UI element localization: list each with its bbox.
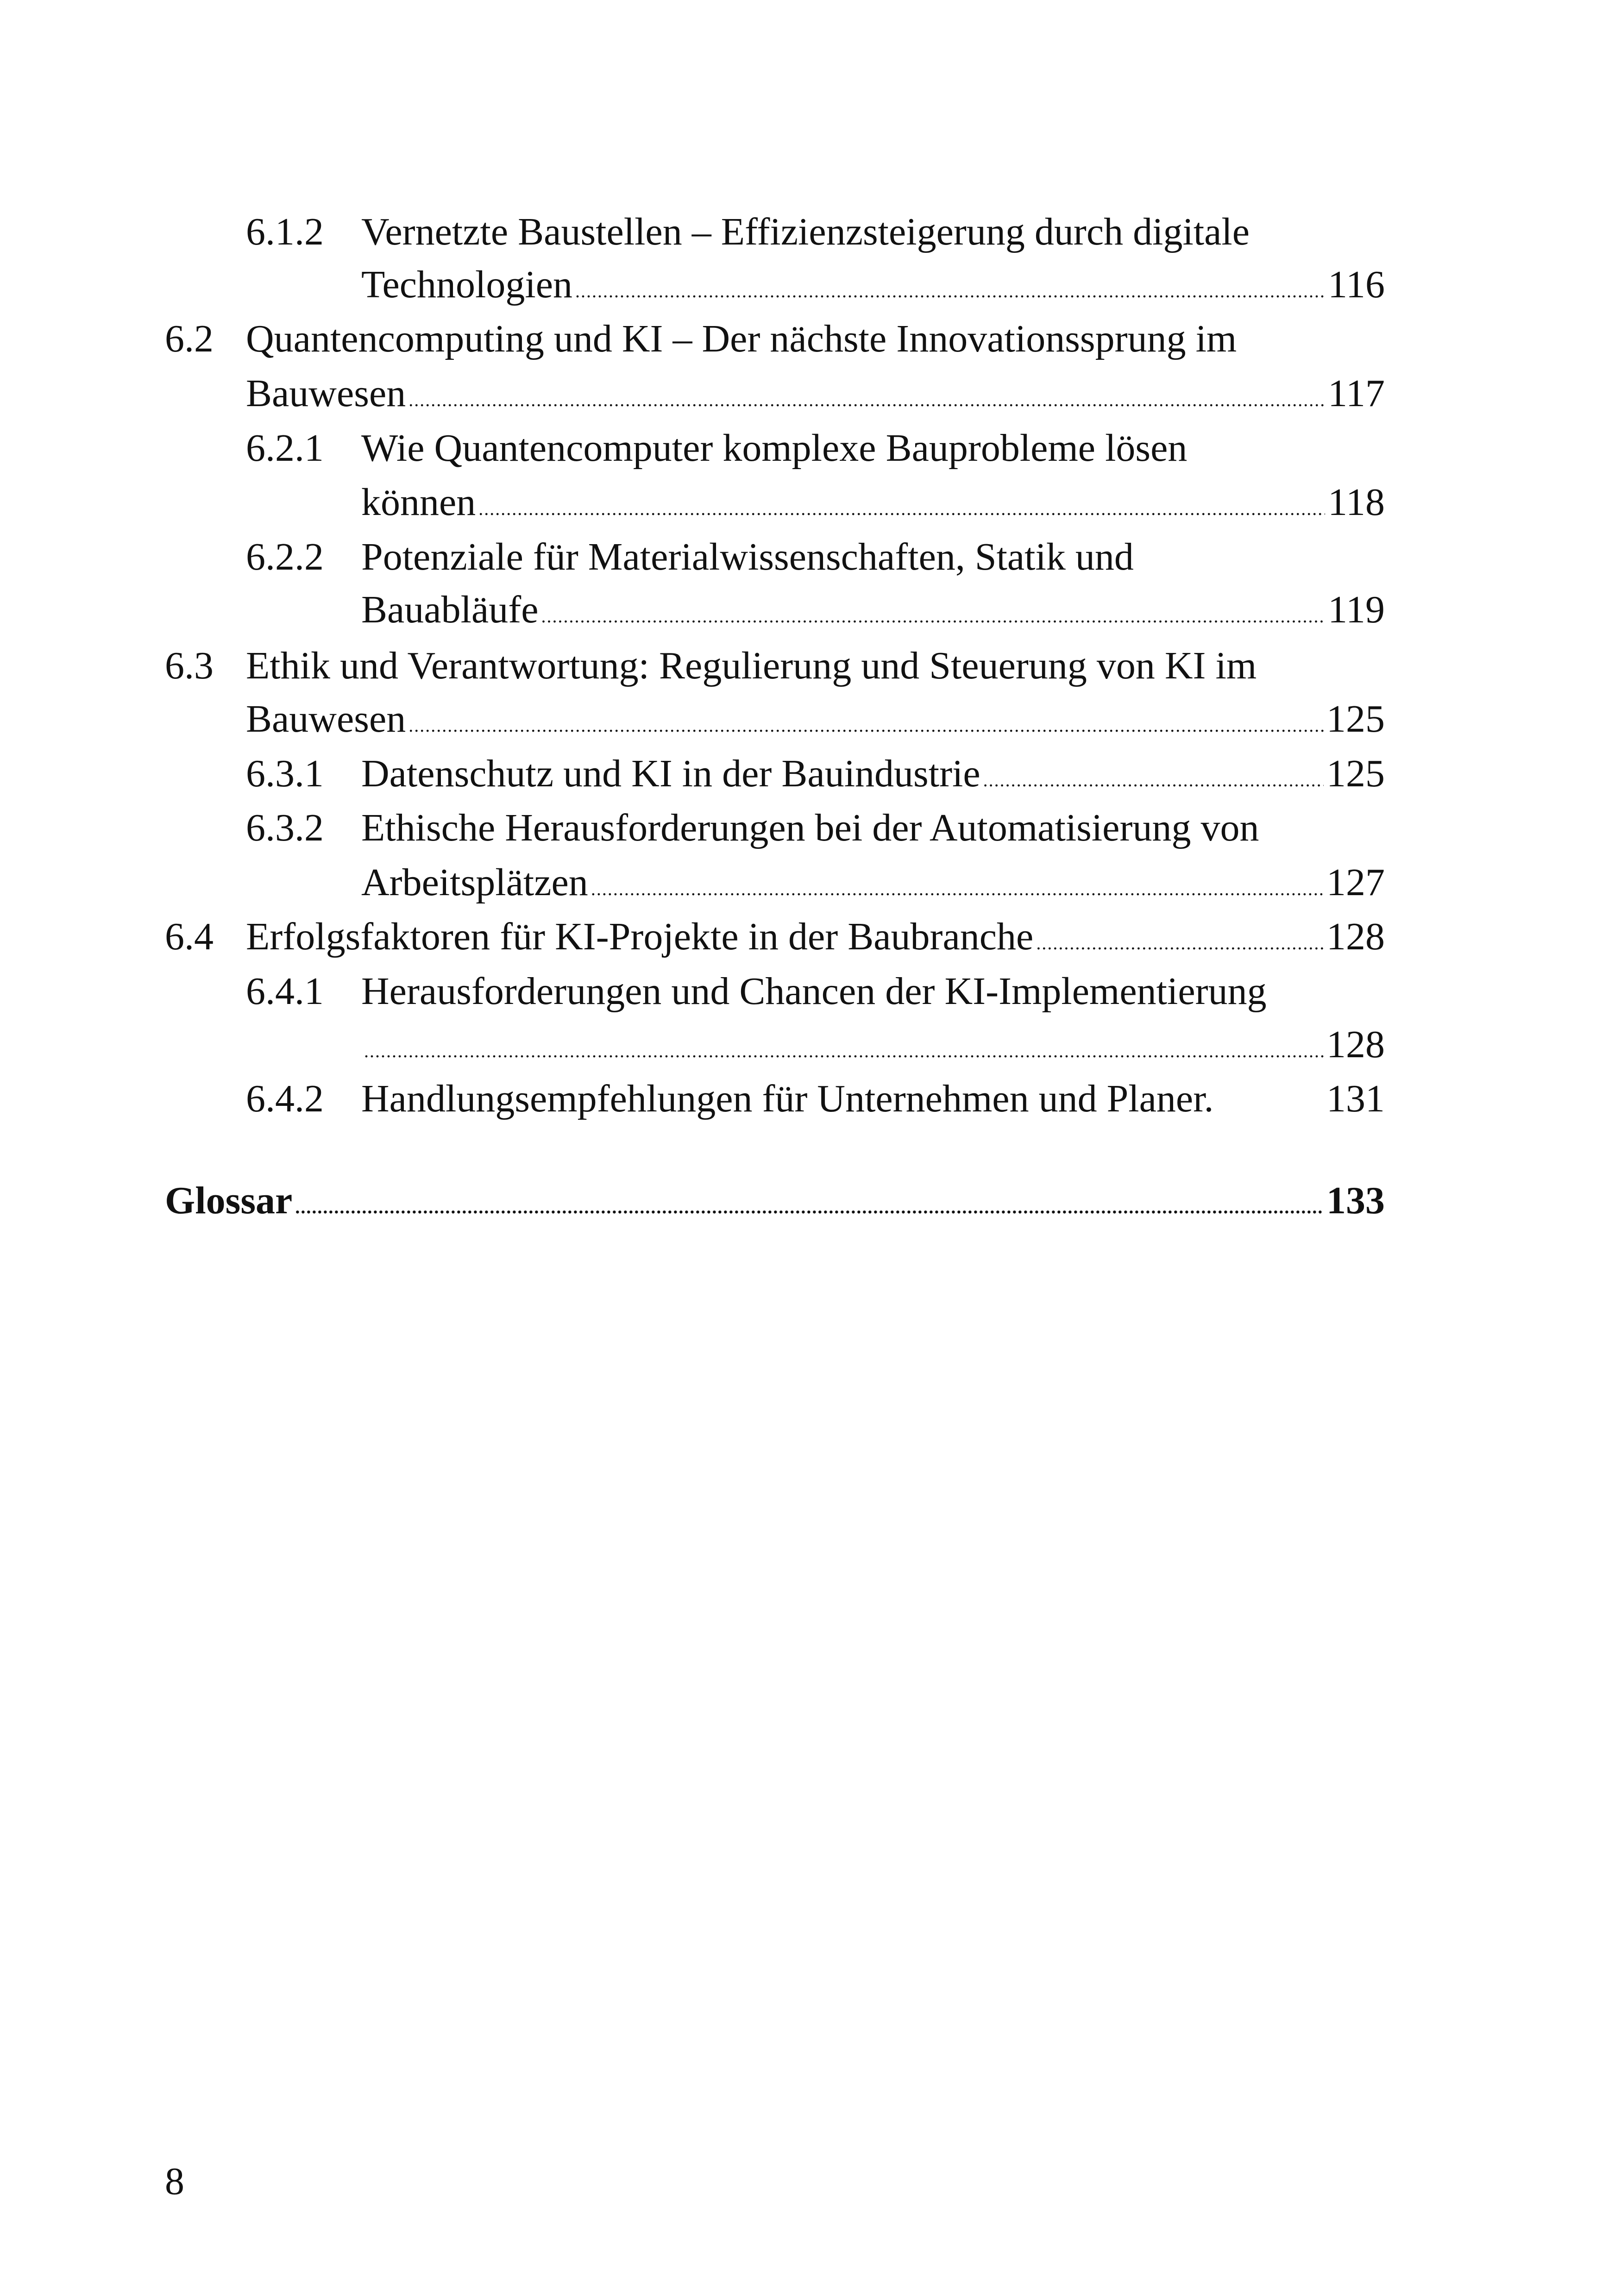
- toc-title: Vernetzte Baustellen – Effizienzsteigerung durch digitale: [361, 210, 1250, 253]
- toc-title: Erfolgsfaktoren für KI-Projekte in der Baubranche: [246, 915, 1034, 958]
- dot-leader: [575, 264, 1325, 318]
- toc-title: Ethik und Verantwortung: Regulierung und Steuerung von KI im: [246, 644, 1257, 687]
- toc-leader-line: [246, 366, 1385, 420]
- toc-leader-line: [361, 1017, 1385, 1072]
- toc-leader-line: [361, 257, 1385, 312]
- toc-number: 6.4.1: [246, 970, 324, 1013]
- dot-leader: [408, 373, 1325, 427]
- toc-page: 133: [1326, 1179, 1385, 1222]
- toc-number: 6.4.2: [246, 1077, 324, 1120]
- toc-page: 116: [1328, 263, 1385, 306]
- dot-leader: [478, 482, 1325, 536]
- toc-number: 6.2: [165, 317, 214, 360]
- toc-leader-line: [361, 475, 1385, 529]
- toc-title-cont: Bauwesen: [246, 372, 406, 415]
- toc-title: Ethische Herausforderungen bei der Automatisierung von: [361, 806, 1259, 849]
- toc-leader-line: [361, 583, 1385, 637]
- toc-title: Herausforderungen und Chancen der KI-Implementierung: [361, 970, 1267, 1013]
- toc-title-cont: Bauwesen: [246, 697, 406, 740]
- toc-page: 128: [1326, 1023, 1385, 1066]
- page-number: 8: [165, 2160, 184, 2203]
- toc-number: 6.3: [165, 644, 214, 687]
- toc-leader-line: [246, 910, 1385, 964]
- toc-title: Datenschutz und KI in der Bauindustrie: [361, 752, 980, 795]
- toc-number: 6.2.1: [246, 427, 324, 470]
- dot-leader: [541, 589, 1325, 643]
- toc-title-cont: Technologien: [361, 263, 572, 306]
- toc-title: Wie Quantencomputer komplexe Bauprobleme lösen: [361, 427, 1187, 470]
- toc-title-cont: können: [361, 481, 476, 524]
- dot-leader: [295, 1180, 1324, 1234]
- dot-leader: [983, 753, 1324, 807]
- toc-title: Potenziale für Materialwissenschaften, Statik und: [361, 535, 1134, 578]
- toc-entry-glossar[interactable]: [165, 1173, 1385, 1228]
- toc-number: 6.3.1: [246, 752, 324, 795]
- dot-leader: [1036, 916, 1324, 970]
- toc-title: Glossar: [165, 1179, 293, 1222]
- toc-leader-line: [361, 855, 1385, 910]
- toc-page: 118: [1328, 481, 1385, 524]
- toc-page: 119: [1328, 588, 1385, 631]
- toc-number: 6.2.2: [246, 535, 324, 578]
- toc-number: 6.1.2: [246, 210, 324, 253]
- toc-number: 6.3.2: [246, 806, 324, 849]
- dot-leader: [364, 1024, 1324, 1078]
- toc-page: 127: [1326, 861, 1385, 904]
- dot-leader: [591, 862, 1324, 916]
- toc-page: 128: [1326, 915, 1385, 958]
- toc-title-cont: Arbeitsplätzen: [361, 861, 588, 904]
- toc-number: 6.4: [165, 915, 214, 958]
- toc-page: 125: [1326, 697, 1385, 740]
- toc-title: Handlungsempfehlungen für Unternehmen und Planer.: [361, 1077, 1214, 1120]
- toc-page: 131: [1326, 1077, 1385, 1120]
- dot-leader: [408, 698, 1324, 753]
- toc-leader-line: [361, 747, 1385, 801]
- toc-title: Quantencomputing und KI – Der nächste Innovationssprung im: [246, 317, 1237, 360]
- toc-page: 117: [1328, 372, 1385, 415]
- toc-page: 125: [1326, 752, 1385, 795]
- toc-title-cont: Bauabläufe: [361, 588, 539, 631]
- toc-leader-line: [361, 1072, 1385, 1126]
- toc-leader-line: [246, 692, 1385, 746]
